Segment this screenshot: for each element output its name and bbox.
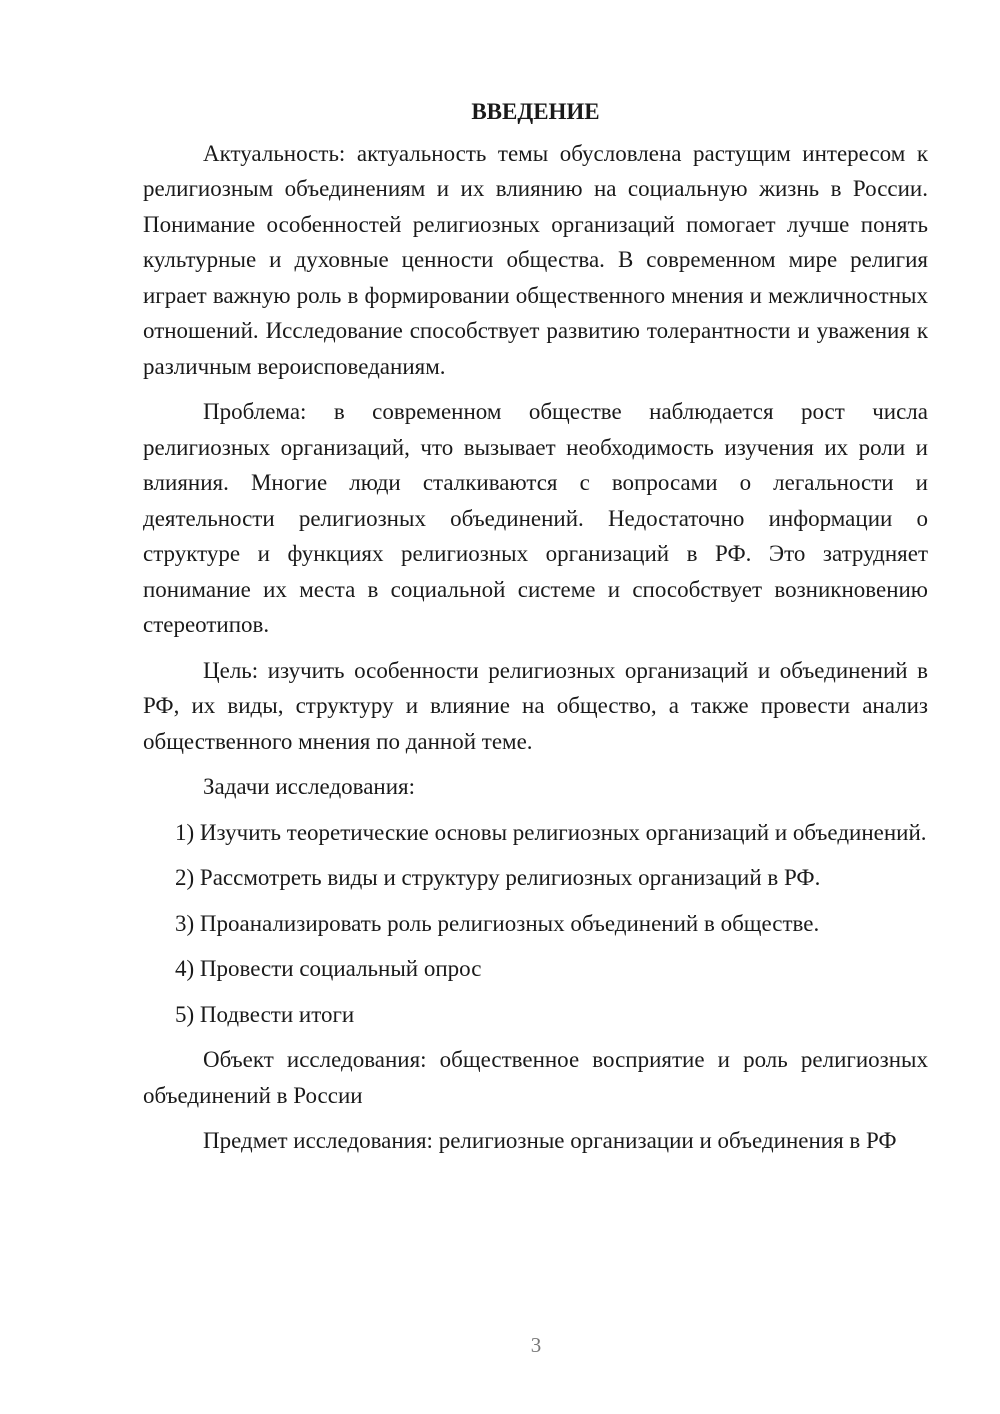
- goal-paragraph: Цель: изучить особенности религиозных организаций и объединений в РФ, их виды, структуру и влияние на общество, а также провести анализ общественного мнения по данной теме.: [143, 657, 928, 754]
- task-item-4: 4) Провести социальный опрос: [175, 956, 482, 981]
- task-item-1: 1) Изучить теоретические основы религиозных организаций и объединений.: [175, 819, 927, 845]
- object-paragraph: Объект исследования: общественное восприятие и роль религиозных объединений в России: [143, 1047, 928, 1108]
- task-item-2: 2) Рассмотреть виды и структуру религиозных организаций в РФ.: [175, 865, 821, 890]
- task-item-3: 3) Проанализировать роль религиозных объединений в обществе.: [175, 910, 820, 936]
- tasks-heading: Задачи исследования:: [203, 774, 416, 799]
- section-title: ВВЕДЕНИЕ: [471, 99, 600, 124]
- subject-paragraph: Предмет исследования: религиозные организации и объединения в РФ: [203, 1128, 897, 1153]
- relevance-paragraph: Актуальность: актуальность темы обусловлена растущим интересом к религиозным объединениям и их влиянию на социальную жизнь в России. Понимание особенностей религиозных организаций помогает лучше понять культурные и духовные ценности общества. В современном мире религия играет важную роль в формировании общественного мнения и межличностных отношений. Исследование способствует развитию толерантности и уважения к различным вероисповеданиям.: [143, 140, 928, 379]
- document-body: [143, 94, 928, 1159]
- problem-paragraph: Проблема: в современном обществе наблюдается рост числа религиозных организаций, что вызывает необходимость изучения их роли и влияния. Многие люди сталкиваются с вопросами о легальности и деятельности религиозных объединений. Недостаточно информации о структуре и функциях религиозных организаций в РФ. Это затрудняет понимание их места в социальной системе и способствует возникновению стереотипов.: [143, 399, 928, 637]
- page-number: 3: [530, 1333, 542, 1357]
- task-item-5: 5) Подвести итоги: [175, 1001, 355, 1027]
